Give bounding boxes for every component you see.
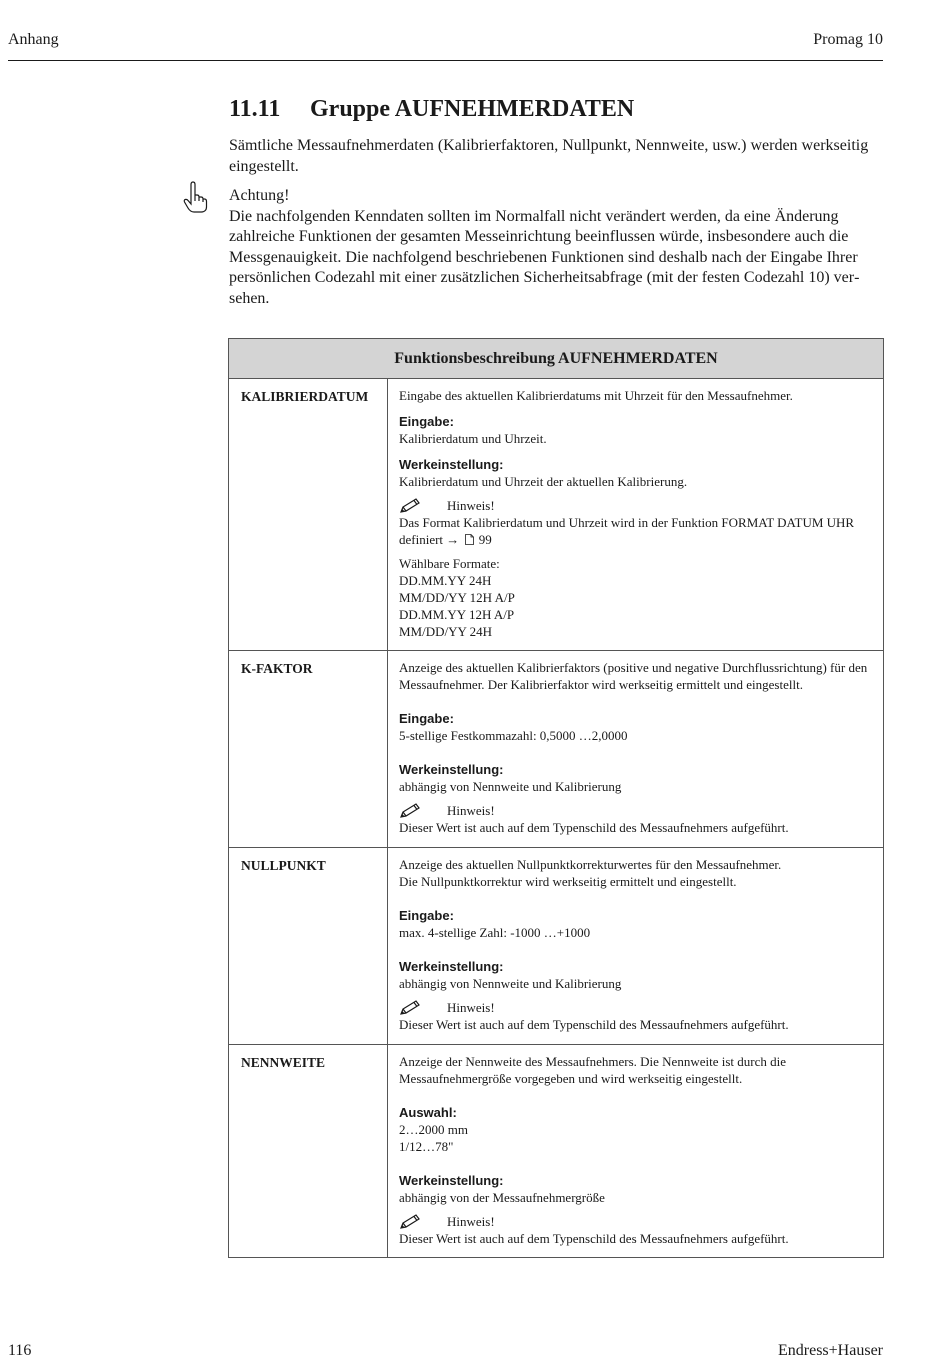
note-label: Hinweis! — [447, 803, 495, 818]
factory-label: Werkeinstellung: — [399, 762, 504, 777]
note-text: Dieser Wert ist auch auf dem Typenschild des Messaufnehmers aufgeführt. — [399, 1017, 789, 1032]
input-label: Eingabe: — [399, 908, 454, 923]
warning-title: Achtung! — [229, 187, 290, 204]
factory-value: abhängig von Nennweite und Kalibrierung — [399, 976, 622, 991]
factory-value: Kalibrierdatum und Uhrzeit der aktuellen Kalibrierung. — [399, 474, 688, 489]
section-title-text: Gruppe AUFNEHMERDATEN — [310, 96, 635, 122]
note-label: Hinweis! — [447, 498, 495, 513]
section-intro: Sämtliche Messaufnehmerdaten (Kalibrierfaktoren, Nullpunkt, Nennweite, usw.) werden werkseitig eingestellt. — [229, 137, 869, 175]
factory-label: Werkeinstellung: — [399, 959, 504, 974]
function-description: Eingabe des aktuellen Kalibrierdatums mit Uhrzeit für den Messaufnehmer. — [399, 388, 793, 403]
format-item: DD.MM.YY 12H A/P — [399, 607, 515, 622]
header-product-name: Promag 10 — [813, 31, 883, 48]
input-label: Eingabe: — [399, 711, 454, 726]
function-description-line: Die Nullpunktkorrektur wird werkseitig ermittelt und eingestellt. — [399, 874, 737, 889]
table-heading: Funktionsbeschreibung AUFNEHMERDATEN — [229, 339, 884, 379]
footer-brand: Endress+Hauser — [778, 1342, 883, 1359]
function-table — [228, 338, 884, 1258]
header-rule — [8, 60, 883, 61]
page-number: 116 — [8, 1342, 32, 1359]
note-reference — [399, 531, 873, 548]
header-section-name: Anhang — [8, 31, 59, 48]
input-value: Kalibrierdatum und Uhrzeit. — [399, 431, 547, 446]
input-label: Auswahl: — [399, 1105, 457, 1120]
format-item: MM/DD/YY 24H — [399, 624, 493, 639]
page-reference-icon — [465, 534, 474, 545]
input-value: max. 4-stellige Zahl: -1000 …+1000 — [399, 925, 591, 940]
table-row — [229, 848, 884, 1045]
note-ref-page[interactable]: 99 — [478, 532, 492, 547]
warning-text: Die nachfolgenden Kenndaten sollten im Normalfall nicht verändert werden, da eine Änderung zahlreiche Funktionen der gesamten Messeinrichtung beeinflussen würde, insbesondere auch die Messgenauigkeit. Die nachfolgend beschriebenen Funktionen sind deshalb nach der Eingabe Ihrer persönlichen Codezahl mit einer zusätzlichen Sicherheitsabfrage (mit der festen Codezahl 10) versehen. — [229, 207, 860, 307]
factory-value: abhängig von Nennweite und Kalibrierung — [399, 779, 622, 794]
format-item: MM/DD/YY 12H A/P — [399, 590, 515, 605]
factory-value: abhängig von der Messaufnehmergröße — [399, 1190, 605, 1205]
function-description-line: Anzeige des aktuellen Nullpunktkorrekturwertes für den Messaufnehmer. — [399, 857, 782, 872]
note-text: Das Format Kalibrierdatum und Uhrzeit wird in der Funktion FORMAT DATUM UHR — [399, 515, 855, 530]
pencil-icon — [399, 803, 427, 819]
note-ref-prefix: definiert → — [399, 532, 460, 547]
input-value: 5-stellige Festkommazahl: 0,5000 …2,0000 — [399, 728, 628, 743]
table-row — [229, 1045, 884, 1258]
formats-label: Wählbare Formate: — [399, 556, 500, 571]
function-description: Anzeige der Nennweite des Messaufnehmers. Die Nennweite ist durch die Messaufnehmergröße vorgegeben und wird werkseitig eingestellt. — [399, 1054, 786, 1086]
pencil-icon — [399, 1214, 427, 1230]
input-value: 2…2000 mm — [399, 1122, 468, 1137]
factory-label: Werkeinstellung: — [399, 1173, 504, 1188]
function-name: NENNWEITE — [241, 1055, 326, 1070]
input-value: 1/12…78" — [399, 1139, 454, 1154]
function-name: K-FAKTOR — [241, 661, 313, 676]
pencil-icon — [399, 1000, 427, 1016]
note-label: Hinweis! — [447, 1000, 495, 1015]
function-description: Anzeige des aktuellen Kalibrierfaktors (positive und negative Durchflussrichtung) für den Messaufnehmer. Der Kalibrierfaktor wird werkseitig ermittelt und eingestellt. — [399, 660, 868, 692]
function-name: KALIBRIERDATUM — [241, 389, 369, 404]
table-row — [229, 379, 884, 651]
warning-block — [229, 186, 885, 309]
section-title — [229, 96, 634, 123]
note-label: Hinweis! — [447, 1214, 495, 1229]
input-label: Eingabe: — [399, 414, 454, 429]
pointing-hand-icon — [182, 180, 208, 214]
format-item: DD.MM.YY 24H — [399, 573, 492, 588]
factory-label: Werkeinstellung: — [399, 457, 504, 472]
note-text: Dieser Wert ist auch auf dem Typenschild des Messaufnehmers aufgeführt. — [399, 820, 789, 835]
note-text: Dieser Wert ist auch auf dem Typenschild des Messaufnehmers aufgeführt. — [399, 1231, 789, 1246]
pencil-icon — [399, 498, 427, 514]
table-row — [229, 651, 884, 848]
function-name: NULLPUNKT — [241, 858, 326, 873]
section-number: 11.11 — [229, 96, 281, 122]
